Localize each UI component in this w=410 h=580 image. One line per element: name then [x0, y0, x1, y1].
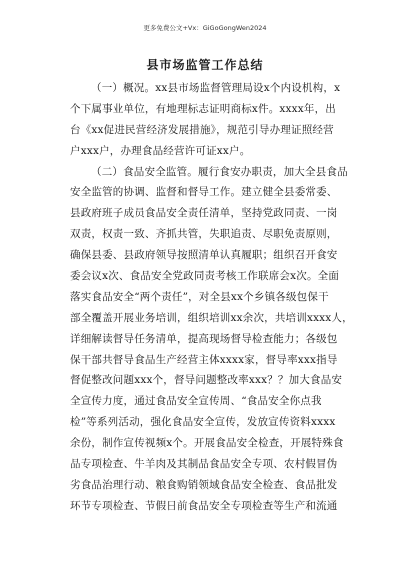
- paragraph-line: 安全监管的协调、监督和督导工作。建立健全县委常委、: [70, 186, 338, 199]
- paragraph-line: 保干部共督导食品生产经营主体xxxx家，督导率xxx指导: [70, 353, 338, 366]
- paragraph-line: 全宣传力度，通过食品安全宣传周、“食品安全你点我: [70, 395, 322, 408]
- paragraph-line: 县政府班子成员食品安全责任清单，坚持党政同责、一岗: [70, 207, 338, 220]
- paragraph-line: 双责，权责一致、齐抓共管，失职追责、尽职免责原则，: [70, 228, 338, 241]
- paragraph-line: 个下属事业单位，有地理标志证明商标x件。xxxx年，出: [70, 102, 337, 115]
- paragraph-line: 督促整改问题xxx个，督导问题整改率xxx？？加大食品安: [70, 374, 343, 387]
- header-note: 更多免费公文+Vx：GiGoGongWen2024: [143, 24, 267, 32]
- paragraph-line: 环节专项检查、节假日前食品安全专项检查等生产和流通: [70, 499, 338, 512]
- paragraph-line: 户xxx户，办理食品经营许可证xx户。: [70, 144, 251, 157]
- paragraph-line: 检”等系列活动，强化食品安全宣传，发放宣传资料xxxx: [70, 416, 336, 429]
- paragraph-line: 品专项检查、牛羊肉及其制品食品安全专项、农村假冒伪: [70, 458, 338, 471]
- paragraph-line: 余份，制作宣传视频x个。开展食品安全检查，开展特殊食: [70, 437, 344, 450]
- document-body: [70, 78, 370, 517]
- document-title: 县市场监管工作总结: [146, 58, 264, 72]
- paragraph-line: 确保县委、县政府领导按照清单认真履职；组织召开食安: [70, 249, 338, 262]
- paragraph-line: 详细解读督导任务清单，提高现场督导检查能力；各级包: [70, 332, 338, 345]
- paragraph-line: （二）食品安全监管。履行食安办职责，加大全县食品: [91, 165, 348, 178]
- paragraph-line: 落实食品安全“两个责任”，对全县xx个乡镇各级包保干: [70, 290, 329, 303]
- paragraph-line: 部全覆盖开展业务培训，组织培训xx余次，共培训xxxx人，: [70, 311, 353, 324]
- paragraph-line: （一）概况。xx县市场监督管理局设x个内设机构，x: [91, 82, 341, 94]
- paragraph-line: 委会议x次、食品安全党政同责考核工作联席会x次。全面: [70, 270, 340, 283]
- paragraph-line: 台《xx促进民营经济发展措施》，规范引导办理证照经营: [70, 123, 334, 136]
- paragraph-line: 劣食品治理行动、粮食购销领域食品安全检查、食品批发: [70, 478, 338, 491]
